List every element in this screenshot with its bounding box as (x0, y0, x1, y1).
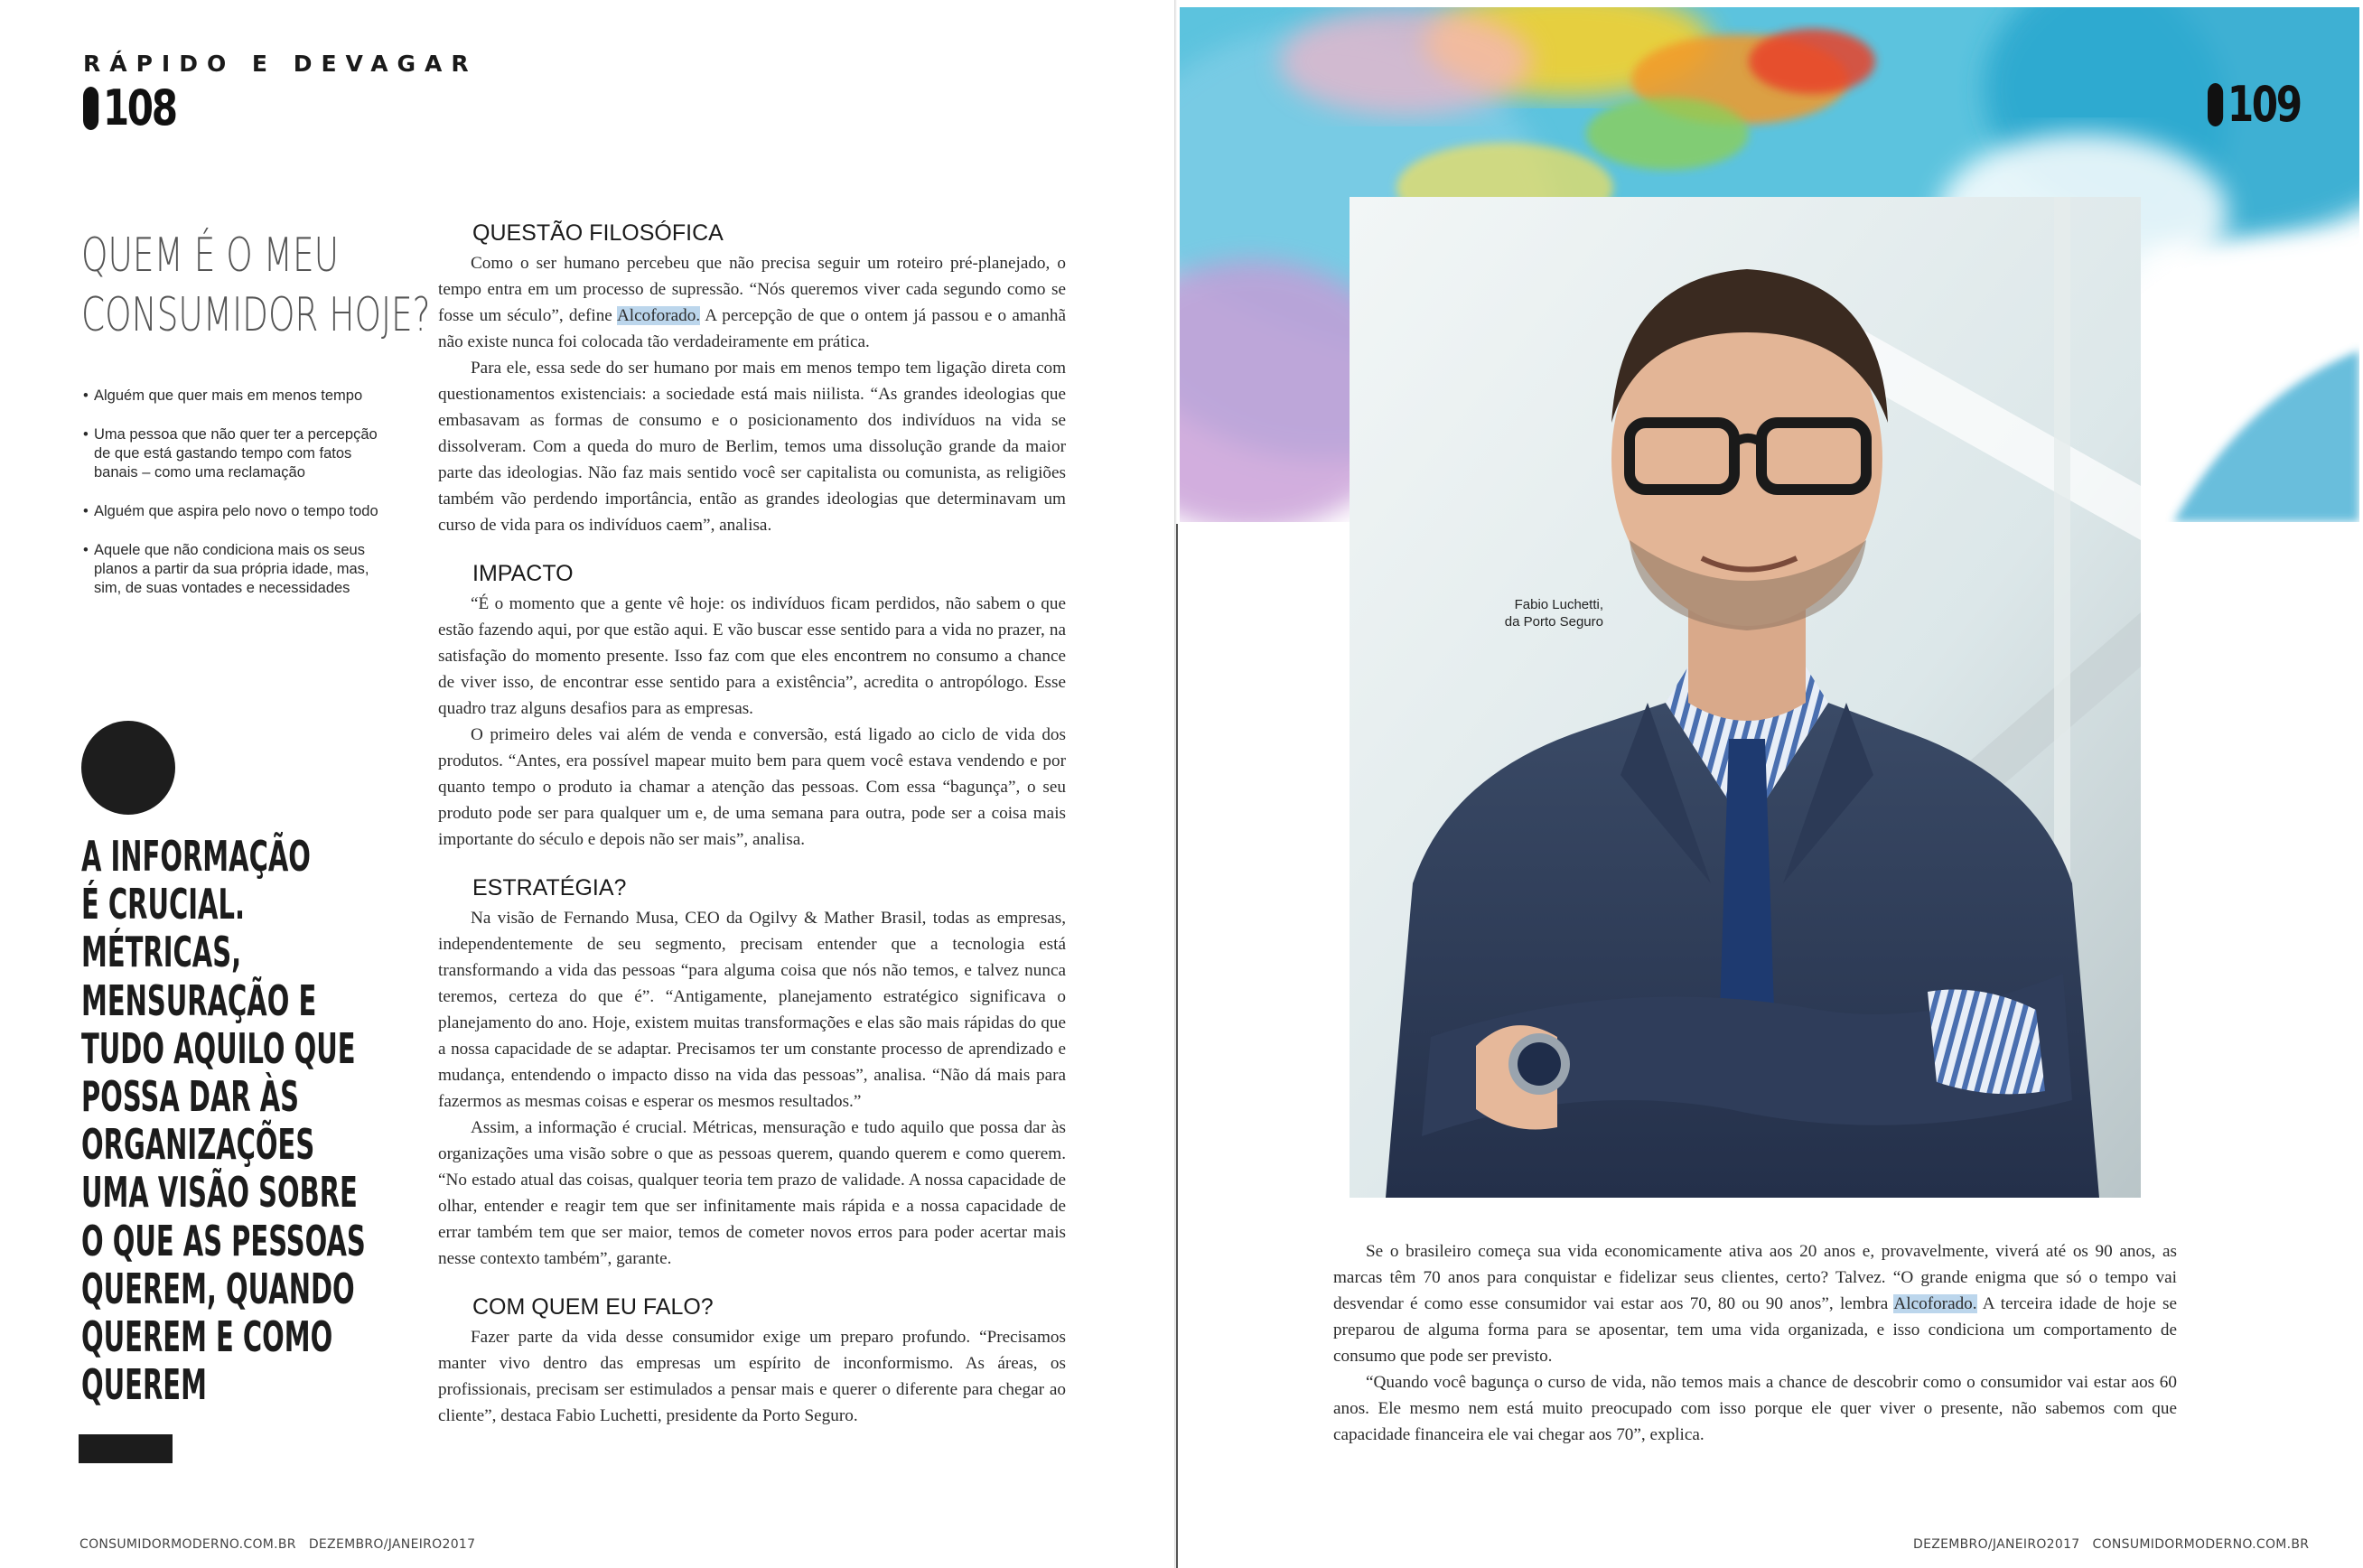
pull-quote-line: UMA VISÃO SOBRE (81, 1168, 358, 1218)
photo-caption (1409, 596, 1603, 630)
pull-quote-line: QUEREM, QUANDO (81, 1264, 355, 1313)
footer-site: CONSUMIDORMODERNO.COM.BR (79, 1537, 296, 1552)
list-item: • Aquele que não condiciona mais os seus planos a partir da sua própria idade, mas, sim, de suas vontades e necessidades (83, 541, 390, 598)
gutter-rule (1176, 524, 1178, 1568)
page-number-right-text: 109 (2227, 76, 2301, 133)
caption-line: da Porto Seguro (1504, 614, 1603, 630)
article-paragraph: “Quando você bagunça o curso de vida, não temos mais a chance de descobrir como o consumidor vai estar aos 60 anos. Ele mesmo nem está muito preocupado com isso porque ele quer viver o presente, não sabemos com que capacidade financeira ele vai chegar aos 70”, explica. (1333, 1373, 2177, 1444)
article-paragraph: Para ele, essa sede do ser humano por mais em menos tempo tem ligação direta com questionamentos existenciais: a sociedade está mais niilista. “As grandes ideologias que embasavam as formas de consumo e o posicionamento dos indivíduos na vida se dissolveram. Com a queda do muro de Berlim, temos uma dissolução grande da maior parte das ideologias. Não faz mais sentido você ser capitalista ou comunista, as religiões também vão perdendo importância, então as grandes ideologias que determinavam um curso de vida para os indivíduos caem”, analisa. (438, 359, 1066, 535)
highlighted-name: Alcoforado. (616, 306, 701, 325)
pull-quote-line: QUEREM E COMO (81, 1312, 333, 1362)
caption-line: Fabio Luchetti, (1514, 597, 1603, 612)
page-number-left (83, 79, 176, 136)
page-number-pill-icon (2208, 83, 2223, 126)
sidebar-title-line: CONSUMIDOR HOJE? (81, 288, 431, 342)
subheading-com-quem-eu-falo: COM QUEM EU FALO? (472, 1294, 714, 1320)
pull-quote-line: A INFORMAÇÃO (81, 832, 311, 881)
article-paragraph (1333, 1238, 2177, 1369)
article-column (438, 220, 1066, 1429)
pull-quote-line: O QUE AS PESSOAS (81, 1216, 366, 1265)
footer-date: DEZEMBRO/JANEIRO2017 (1913, 1537, 2080, 1552)
footer-right (1913, 1537, 2321, 1552)
paragraph-text: A terceira idade de hoje se preparou de alguma forma para se aposentar, tem uma vida organizada, e isso condiciona um comportamento de consumo que pode ser previsto. (1333, 1294, 2177, 1366)
page-number-right (2208, 76, 2301, 133)
page-number-left-text: 108 (102, 79, 176, 136)
article-paragraph (438, 250, 1066, 355)
article-paragraph: Assim, a informação é crucial. Métricas, mensuração e tudo aquilo que possa dar às organizações uma visão sobre o que as pessoas querem, quando querem e como querem. “No estado atual das coisas, qualquer teoria tem prazo de validade. A nossa capacidade de olhar, entender e reagir tem que ser infinitamente mais rápida e a nossa capacidade de errar também tem que ser maior, temos de cometer novos erros para poder acertar mais nesse contexto também”, garante. (438, 1118, 1066, 1268)
list-item: • Uma pessoa que não quer ter a percepção de que está gastando tempo com fatos banais – como uma reclamação (83, 425, 390, 482)
sidebar-title-line: QUEM É O MEU (81, 229, 340, 283)
highlighted-name: Alcoforado. (1893, 1294, 1977, 1313)
portrait-illustration (1350, 197, 2141, 1198)
right-article-column (1333, 1238, 2177, 1448)
subheading-impacto: IMPACTO (472, 561, 574, 586)
article-paragraph: O primeiro deles vai além de venda e conversão, está ligado ao ciclo de vida dos produtos. “Antes, era possível mapear muito bem para quem você estava vendendo e por quanto tempo o produto ia chamar a atenção das pessoas. Com essa “bagunça”, o seu produto pode ser para qualquer um e, de uma semana para outra, pode ser a coisa mais importante do século e depois não ser mais”, analisa. (438, 725, 1066, 849)
footer-left (79, 1537, 488, 1552)
list-item: • Alguém que quer mais em menos tempo (83, 387, 390, 406)
pull-quote-line: ORGANIZAÇÕES (81, 1120, 315, 1170)
pull-quote-dot (81, 721, 175, 815)
article-paragraph: Fazer parte da vida desse consumidor exige um preparo profundo. “Precisamos manter vivo dentro das empresas um espírito de inconformismo. As áreas, os profissionais, precisam ser estimulados a pensar mais e querer o diferente para chegar ao cliente”, destaca Fabio Luchetti, presidente da Porto Seguro. (438, 1328, 1066, 1425)
paragraph-text: Se o brasileiro começa sua vida economicamente ativa aos 20 anos e, provavelmente, viverá até os 90 anos, as marcas têm 70 anos para conquistar e fidelizar seus clientes, certo? Talvez. “O grande enigma que só o tempo vai desvendar é como esse consumidor vai estar aos 70, 80 ou 90 anos”, lembra (1333, 1242, 2177, 1313)
paragraph-text: Como o ser humano percebeu que não precisa seguir um roteiro pré-planejado, o tempo entra em um processo de supressão. “Nós queremos viver cada segundo como se fosse um século”, define (438, 254, 1066, 325)
subheading-questao-filosofica: QUESTÃO FILOSÓFICA (472, 220, 724, 246)
pull-quote (81, 833, 388, 1409)
pull-quote-bar (79, 1434, 173, 1463)
pull-quote-line: TUDO AQUILO QUE (81, 1023, 356, 1073)
pull-quote-line: MENSURAÇÃO E (81, 975, 317, 1025)
footer-date: DEZEMBRO/JANEIRO2017 (308, 1537, 476, 1552)
page-number-pill-icon (83, 87, 98, 130)
article-paragraph: “É o momento que a gente vê hoje: os indivíduos ficam perdidos, não sabem o que estão fazendo aqui, por que estão aqui. E vão buscar esse sentido para a vida no prazer, na satisfação do momento presente. Isso faz com que eles encontrem no consumo a chance de viver isso, de encontrar esse sentido para a existência”, acredita o antropólogo. Esse quadro traz alguns desafios para as empresas. (438, 594, 1066, 718)
section-kicker: RÁPIDO E DEVAGAR (83, 51, 478, 77)
portrait-photo (1350, 197, 2141, 1198)
list-item: • Alguém que aspira pelo novo o tempo todo (83, 502, 390, 521)
pull-quote-line: POSSA DAR ÀS (81, 1072, 300, 1122)
footer-site: CONSUMIDORMODERNO.COM.BR (2092, 1537, 2310, 1552)
pull-quote-line: MÉTRICAS, (81, 928, 242, 977)
sidebar-title (81, 226, 431, 345)
article-paragraph: Na visão de Fernando Musa, CEO da Ogilvy & Mather Brasil, todas as empresas, independentemente de seu segmento, precisam entender que a tecnologia está transformando a vida das pessoas “para alguma coisa que nós não temos, e talvez nunca teremos, certeza do que é”. “Antigamente, planejamento estratégico significava o planejamento do ano. Hoje, existem muitas transformações e elas são mais rápidas do que a nossa capacidade de se adaptar. Precisamos ter um constante processo de aprendizado e mudança, entendendo o impacto disso na vida das pessoas”, analisa. “Não dá mais para fazermos as mesmas coisas e esperar os mesmos resultados.” (438, 909, 1066, 1111)
sidebar-bullet-list (83, 387, 390, 618)
pull-quote-line: QUEREM (81, 1360, 207, 1410)
subheading-estrategia: ESTRATÉGIA? (472, 875, 627, 901)
paragraph-text: A percepção de que o ontem já passou e o amanhã não existe nunca foi colocada tão verdadeiramente em prática. (438, 306, 1066, 351)
pull-quote-line: É CRUCIAL. (81, 880, 245, 929)
